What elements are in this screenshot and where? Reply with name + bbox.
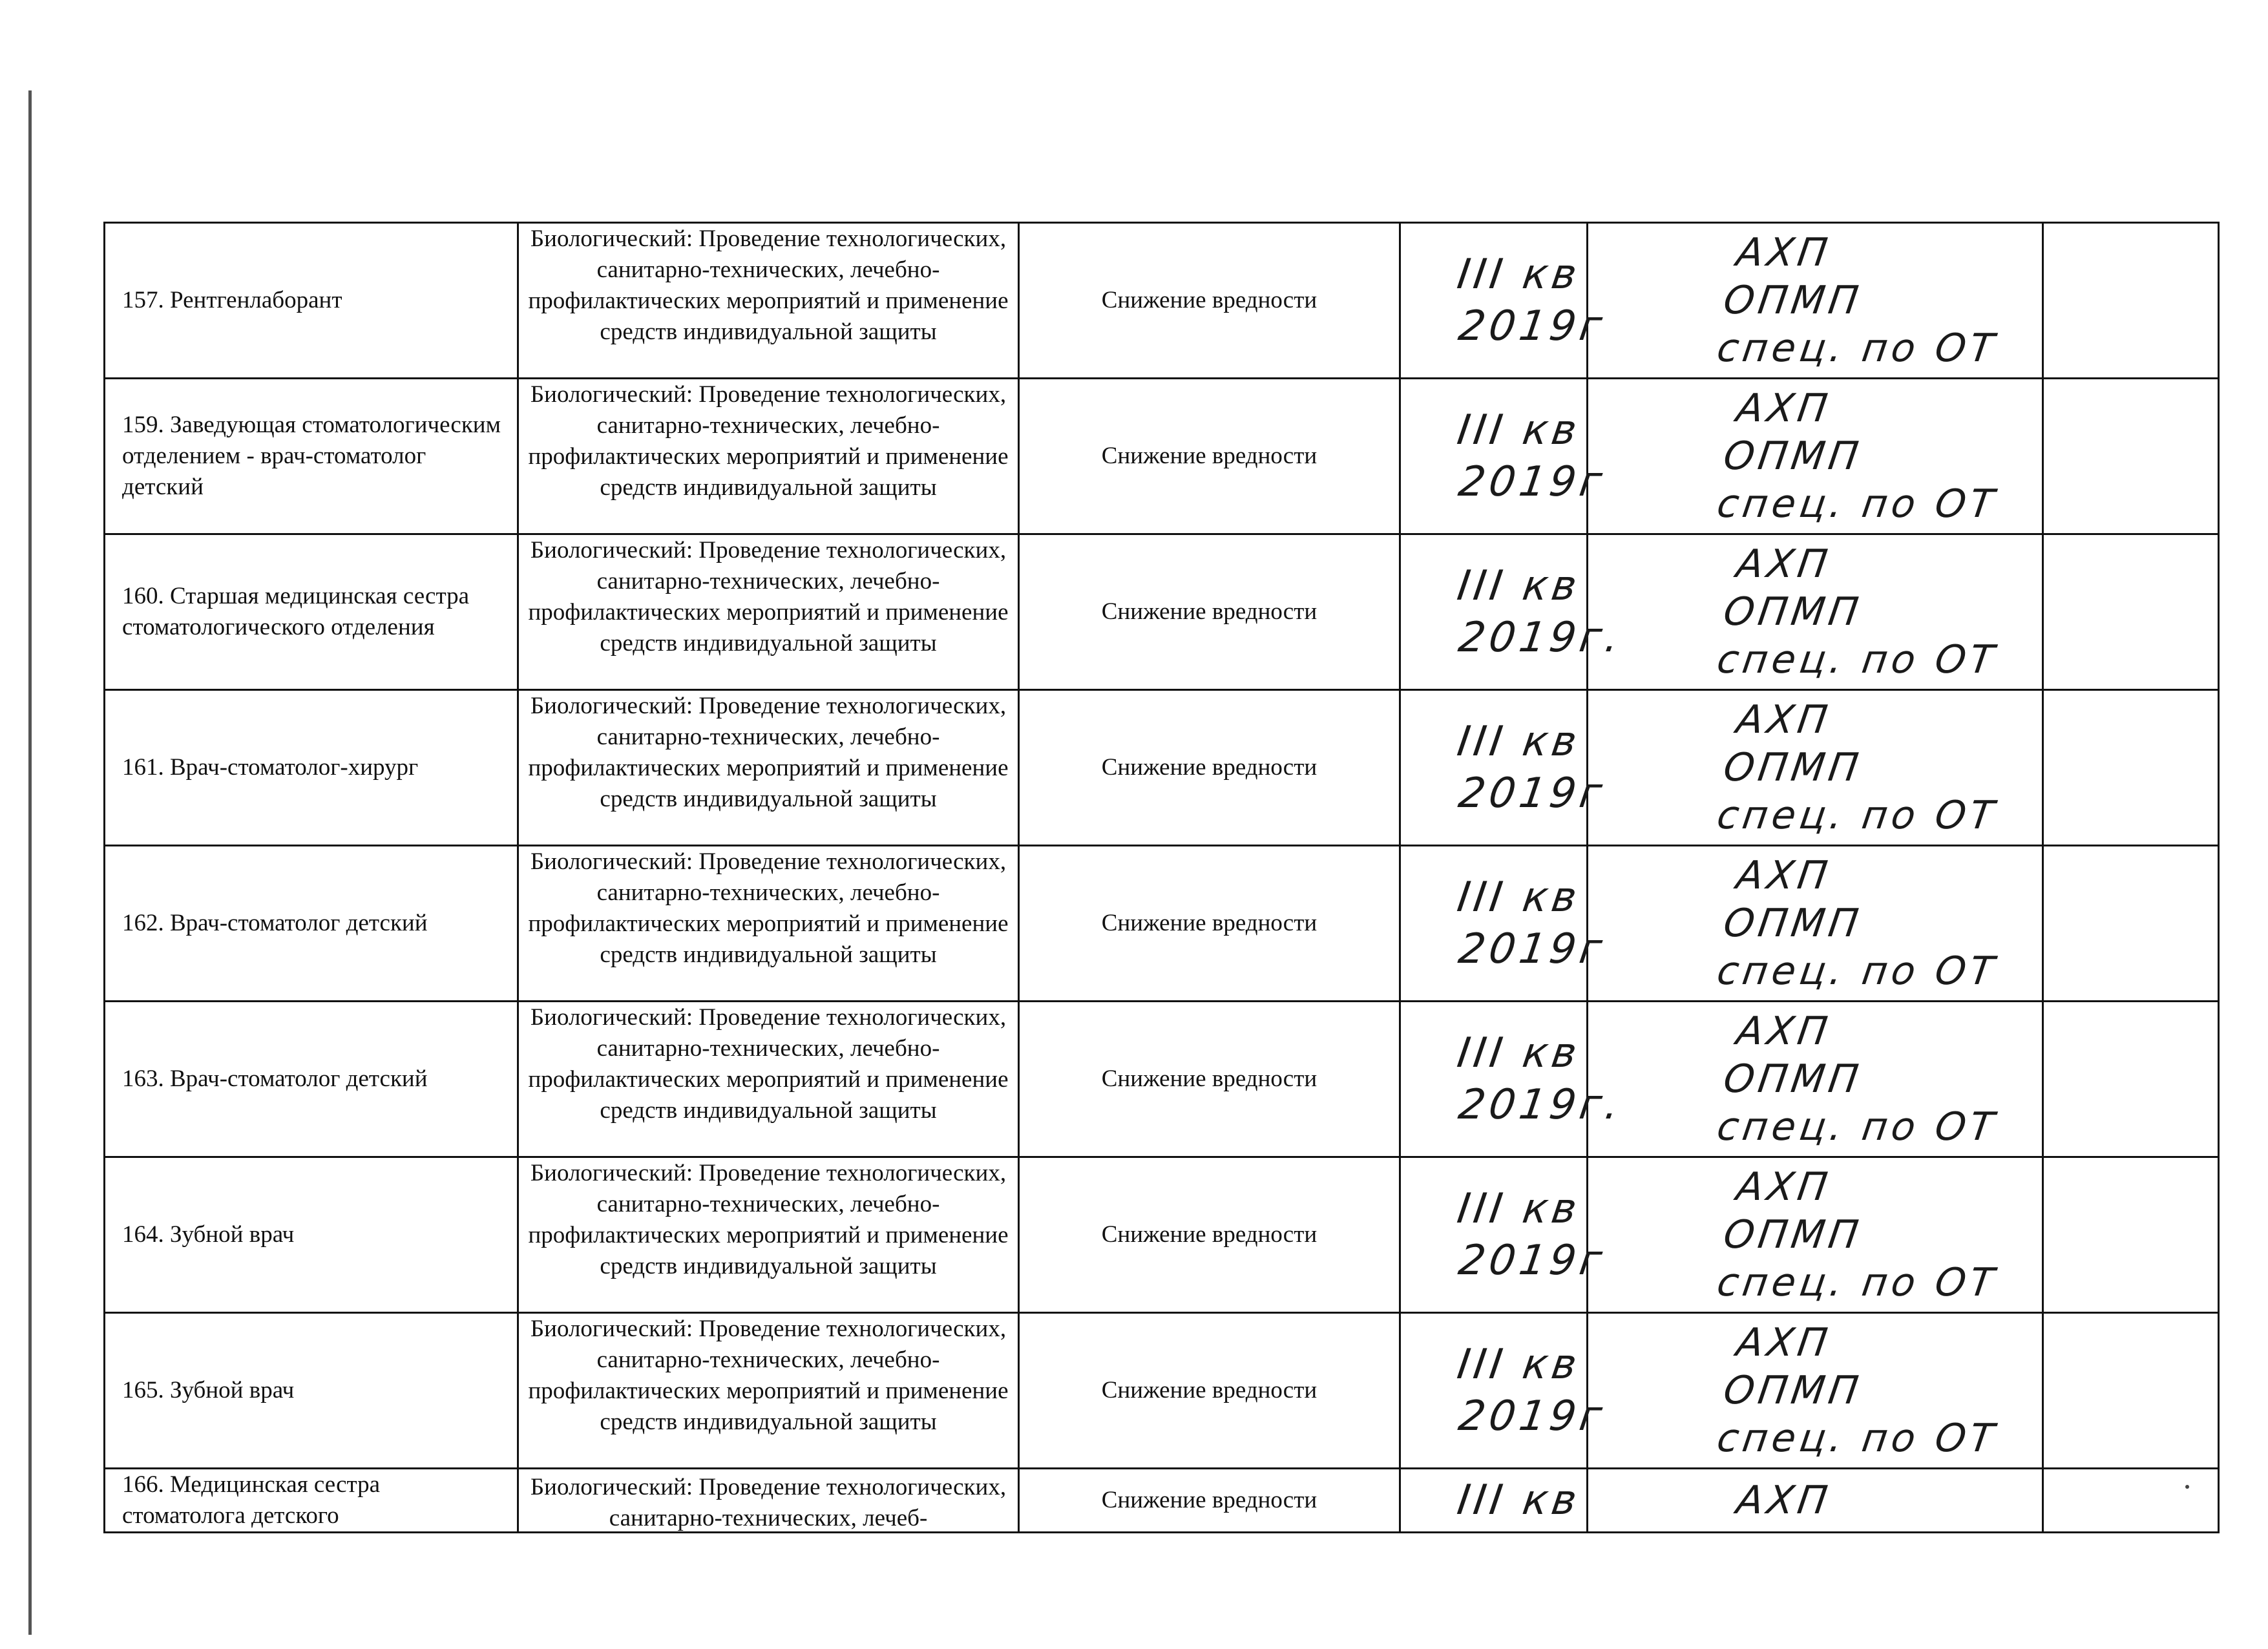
executor-line: ОПМП bbox=[1721, 745, 1865, 790]
note-cell bbox=[2043, 690, 2219, 846]
executor-cell bbox=[1588, 690, 2043, 846]
term-quarter: III кв bbox=[1454, 718, 1584, 766]
executor-cell bbox=[1588, 1002, 2043, 1157]
factor-cell bbox=[518, 846, 1019, 1002]
executor-line: АХП bbox=[1734, 1478, 1834, 1523]
executor-line: АХП bbox=[1734, 386, 1834, 431]
executor-line: АХП bbox=[1734, 853, 1834, 898]
term-year: 2019г bbox=[1455, 458, 1609, 506]
table-row bbox=[105, 690, 2219, 846]
goal-cell: Снижение вредности bbox=[1019, 1002, 1400, 1157]
executor-line: ОПМП bbox=[1721, 589, 1865, 635]
term-year: 2019г bbox=[1455, 925, 1609, 973]
term-cell bbox=[1400, 1313, 1609, 1469]
measures-table bbox=[103, 222, 2220, 1533]
term-cell bbox=[1400, 223, 1609, 379]
factor-text: Биологический: Проведение технологических, санитарно-технических, лечебно-профилактических мероприятий и применение средств индивидуальной защиты bbox=[528, 693, 1009, 812]
executor-cell bbox=[1588, 846, 2043, 1002]
note-cell bbox=[2043, 846, 2219, 1002]
term-year: 2019г bbox=[1455, 1237, 1609, 1285]
table-row bbox=[105, 1157, 2219, 1313]
factor-text: Биологический: Проведение технологических, санитарно-технических, лечебно-профилактических мероприятий и применение средств индивидуальной защиты bbox=[528, 537, 1009, 656]
factor-cell bbox=[518, 690, 1019, 846]
note-cell bbox=[2043, 1313, 2219, 1469]
factor-cell bbox=[518, 223, 1019, 379]
factor-cell bbox=[518, 1002, 1019, 1157]
term-quarter: III кв bbox=[1454, 562, 1584, 610]
executor-line: АХП bbox=[1734, 1164, 1834, 1210]
scan-speck bbox=[2185, 1485, 2189, 1489]
term-year: 2019г bbox=[1455, 770, 1609, 817]
table-row bbox=[105, 1313, 2219, 1469]
goal-cell: Снижение вредности bbox=[1019, 223, 1400, 379]
table-row bbox=[105, 1469, 2219, 1533]
term-cell bbox=[1400, 690, 1609, 846]
note-cell bbox=[2043, 1157, 2219, 1313]
term-year: 2019г bbox=[1455, 302, 1609, 350]
goal-cell: Снижение вредности bbox=[1019, 1469, 1400, 1533]
executor-line: спец. по ОТ bbox=[1714, 637, 2000, 682]
goal-cell: Снижение вредности bbox=[1019, 846, 1400, 1002]
note-cell bbox=[2043, 379, 2219, 534]
executor-line: АХП bbox=[1734, 1320, 1834, 1365]
factor-text: Биологический: Проведение технологических, санитарно-технических, лечебно-профилактических мероприятий и применение средств индивидуальной защиты bbox=[528, 381, 1009, 501]
executor-line: спец. по ОТ bbox=[1714, 949, 2000, 994]
position-cell: 164. Зубной врач bbox=[105, 1157, 518, 1313]
executor-cell bbox=[1588, 1469, 2043, 1533]
term-year: 2019г bbox=[1455, 1392, 1609, 1440]
executor-line: АХП bbox=[1734, 1009, 1834, 1054]
table-row bbox=[105, 534, 2219, 690]
executor-line: спец. по ОТ bbox=[1714, 793, 2000, 838]
term-cell bbox=[1400, 1157, 1609, 1313]
term-quarter: III кв bbox=[1454, 1476, 1584, 1524]
executor-line: спец. по ОТ bbox=[1714, 1104, 2000, 1150]
note-cell bbox=[2043, 1469, 2219, 1533]
term-quarter: III кв bbox=[1454, 251, 1584, 299]
executor-cell bbox=[1588, 223, 2043, 379]
factor-text: Биологический: Проведение технологических, санитарно-технических, лечебно-профилактических мероприятий и применение средств индивидуальной защиты bbox=[528, 1316, 1009, 1435]
executor-line: ОПМП bbox=[1721, 901, 1865, 946]
term-cell bbox=[1400, 1002, 1626, 1157]
position-cell: 165. Зубной врач bbox=[105, 1313, 518, 1469]
scan-border-line bbox=[28, 90, 32, 1635]
factor-text: Биологический: Проведение технологических, санитарно-технических, лечебно-профилактических мероприятий и применение средств индивидуальной защиты bbox=[528, 226, 1009, 345]
position-cell: 157. Рентгенлаборант bbox=[105, 223, 518, 379]
table-row bbox=[105, 1002, 2219, 1157]
executor-line: АХП bbox=[1734, 230, 1834, 275]
factor-text: Биологический: Проведение технологических, санитарно-технических, лечебно-профилактических мероприятий и применение средств индивидуальной защиты bbox=[528, 1004, 1009, 1124]
term-quarter: III кв bbox=[1454, 1341, 1584, 1389]
executor-line: ОПМП bbox=[1721, 1212, 1865, 1257]
goal-cell: Снижение вредности bbox=[1019, 379, 1400, 534]
term-quarter: III кв bbox=[1454, 406, 1584, 454]
position-cell: 160. Старшая медицинская сестра стоматологического отделения bbox=[105, 534, 518, 690]
factor-cell bbox=[518, 1313, 1019, 1469]
goal-cell: Снижение вредности bbox=[1019, 534, 1400, 690]
note-cell bbox=[2043, 223, 2219, 379]
executor-line: ОПМП bbox=[1721, 278, 1865, 323]
term-year: 2019г. bbox=[1455, 614, 1626, 662]
factor-cell bbox=[518, 379, 1019, 534]
factor-cell bbox=[518, 1469, 1019, 1533]
term-quarter: III кв bbox=[1454, 1029, 1584, 1077]
position-cell: 161. Врач-стоматолог-хирург bbox=[105, 690, 518, 846]
table-row bbox=[105, 223, 2219, 379]
term-quarter: III кв bbox=[1454, 1185, 1584, 1233]
executor-cell bbox=[1588, 534, 2043, 690]
term-year: 2019г. bbox=[1455, 1081, 1626, 1129]
position-cell: 166. Медицинская сестра стоматолога детского bbox=[105, 1469, 518, 1533]
term-quarter: III кв bbox=[1454, 874, 1584, 921]
executor-line: спец. по ОТ bbox=[1714, 481, 2000, 527]
term-cell bbox=[1400, 534, 1626, 690]
executor-line: спец. по ОТ bbox=[1714, 1260, 2000, 1305]
executor-line: спец. по ОТ bbox=[1714, 1416, 2000, 1461]
note-cell bbox=[2043, 534, 2219, 690]
table-row bbox=[105, 846, 2219, 1002]
table-row bbox=[105, 379, 2219, 534]
executor-line: ОПМП bbox=[1721, 1368, 1865, 1413]
goal-cell: Снижение вредности bbox=[1019, 690, 1400, 846]
position-cell: 162. Врач-стоматолог детский bbox=[105, 846, 518, 1002]
executor-line: ОПМП bbox=[1721, 434, 1865, 479]
executor-cell bbox=[1588, 1313, 2043, 1469]
executor-line: ОПМП bbox=[1721, 1056, 1865, 1102]
term-cell bbox=[1400, 379, 1609, 534]
goal-cell: Снижение вредности bbox=[1019, 1313, 1400, 1469]
factor-cell bbox=[518, 1157, 1019, 1313]
position-cell: 163. Врач-стоматолог детский bbox=[105, 1002, 518, 1157]
executor-line: АХП bbox=[1734, 697, 1834, 742]
position-cell: 159. Заведующая стоматологическим отделением - врач-стоматолог детский bbox=[105, 379, 518, 534]
factor-cell bbox=[518, 534, 1019, 690]
note-cell bbox=[2043, 1002, 2219, 1157]
executor-line: спец. по ОТ bbox=[1714, 326, 2000, 371]
factor-text: Биологический: Проведение технологических, санитарно-технических, лечебно-профилактических мероприятий и применение средств индивидуальной защиты bbox=[528, 848, 1009, 968]
executor-line: АХП bbox=[1734, 541, 1834, 587]
factor-text: Биологический: Проведение технологических, санитарно-технических, лечебно-профилактических мероприятий и применение средств индивидуальной защиты bbox=[528, 1160, 1009, 1279]
executor-cell bbox=[1588, 1157, 2043, 1313]
factor-text: Биологический: Проведение технологических, санитарно-технических, лечеб- bbox=[530, 1474, 1007, 1531]
term-cell bbox=[1400, 1469, 1588, 1533]
term-cell bbox=[1400, 846, 1609, 1002]
goal-cell: Снижение вредности bbox=[1019, 1157, 1400, 1313]
executor-cell bbox=[1588, 379, 2043, 534]
